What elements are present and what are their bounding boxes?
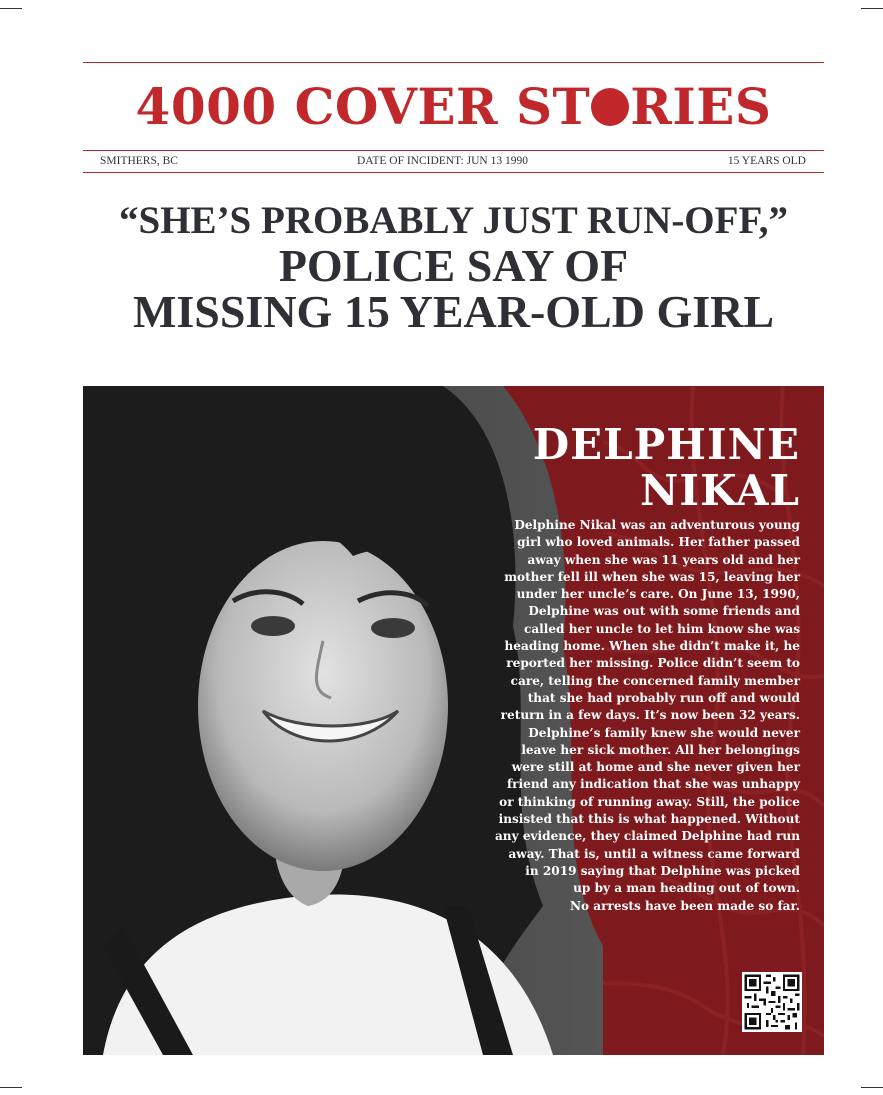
bio-line: insisted that this is what happened. Without [498,812,800,827]
bio-line: under her uncle’s care. On June 13, 1990, [516,587,800,602]
bio-line: in 2019 saying that Delphine was picked [525,863,800,878]
headline-line-1: “SHE’S PROBABLY JUST RUN-OFF,” [119,199,788,242]
crop-mark-top-right [861,8,883,9]
masthead-title-part1: 4000 COVER ST [135,77,591,136]
bio-line: any evidence, they claimed Delphine had run [494,829,800,844]
masthead-title [83,72,824,142]
bio-line: Delphine Nikal was an adventurous young [514,518,800,532]
bio-line: No arrests have been made so far. [569,898,800,913]
bio-line: called her uncle to let him know she was [523,621,800,636]
bio-line: heading home. When she didn’t make it, he [504,639,800,654]
story-panel [83,386,824,1055]
meta-bottom-rule [83,172,824,173]
bio-line: Delphine’s family knew she would never [528,725,800,740]
bio-line: that she had probably run off and would [527,690,800,705]
subject-last-name: NIKAL [640,466,800,515]
bio-line: mother fell ill when she was 15, leaving her [504,569,800,584]
bio-line: friend any indication that she was unhappy [506,777,800,792]
subject-name [533,422,800,514]
bio-line: leave her sick mother. All her belongings [521,742,800,757]
meta-date: DATE OF INCIDENT: JUN 13 1990 [357,155,528,167]
crop-mark-bottom-left [0,1087,22,1088]
crop-mark-bottom-right [861,1087,883,1088]
meta-location: SMITHERS, BC [100,155,178,167]
qr-code-icon[interactable] [742,972,802,1032]
headline [83,198,824,335]
headline-line-2: POLICE SAY OF [278,240,629,291]
meta-top-rule [83,150,824,151]
bio-line: were still at home and she never given her [511,760,800,775]
bio-line: or thinking of running away. Still, the police [499,794,800,809]
meta-age: 15 YEARS OLD [727,155,806,167]
masthead-top-rule [83,62,824,63]
masthead-circle-o-icon [591,88,629,126]
bio-line: care, telling the concerned family member [510,673,800,688]
bio-line: return in a few days. It’s now been 32 years. [500,708,800,723]
bio-line: away when she was 11 years old and her [527,552,800,567]
headline-line-3: MISSING 15 YEAR-OLD GIRL [132,286,775,337]
subject-first-name: DELPHINE [532,420,800,469]
bio-line: up by a man heading out of town. [573,881,800,896]
story-body [480,517,800,915]
bio-line: away. That is, until a witness came forward [508,846,800,861]
masthead-title-part2: RIES [630,77,772,136]
bio-line: Delphine was out with some friends and [528,604,800,619]
bio-line: reported her missing. Police didn’t seem to [506,656,800,671]
bio-line: girl who loved animals. Her father passed [517,535,800,550]
crop-mark-top-left [0,8,22,9]
